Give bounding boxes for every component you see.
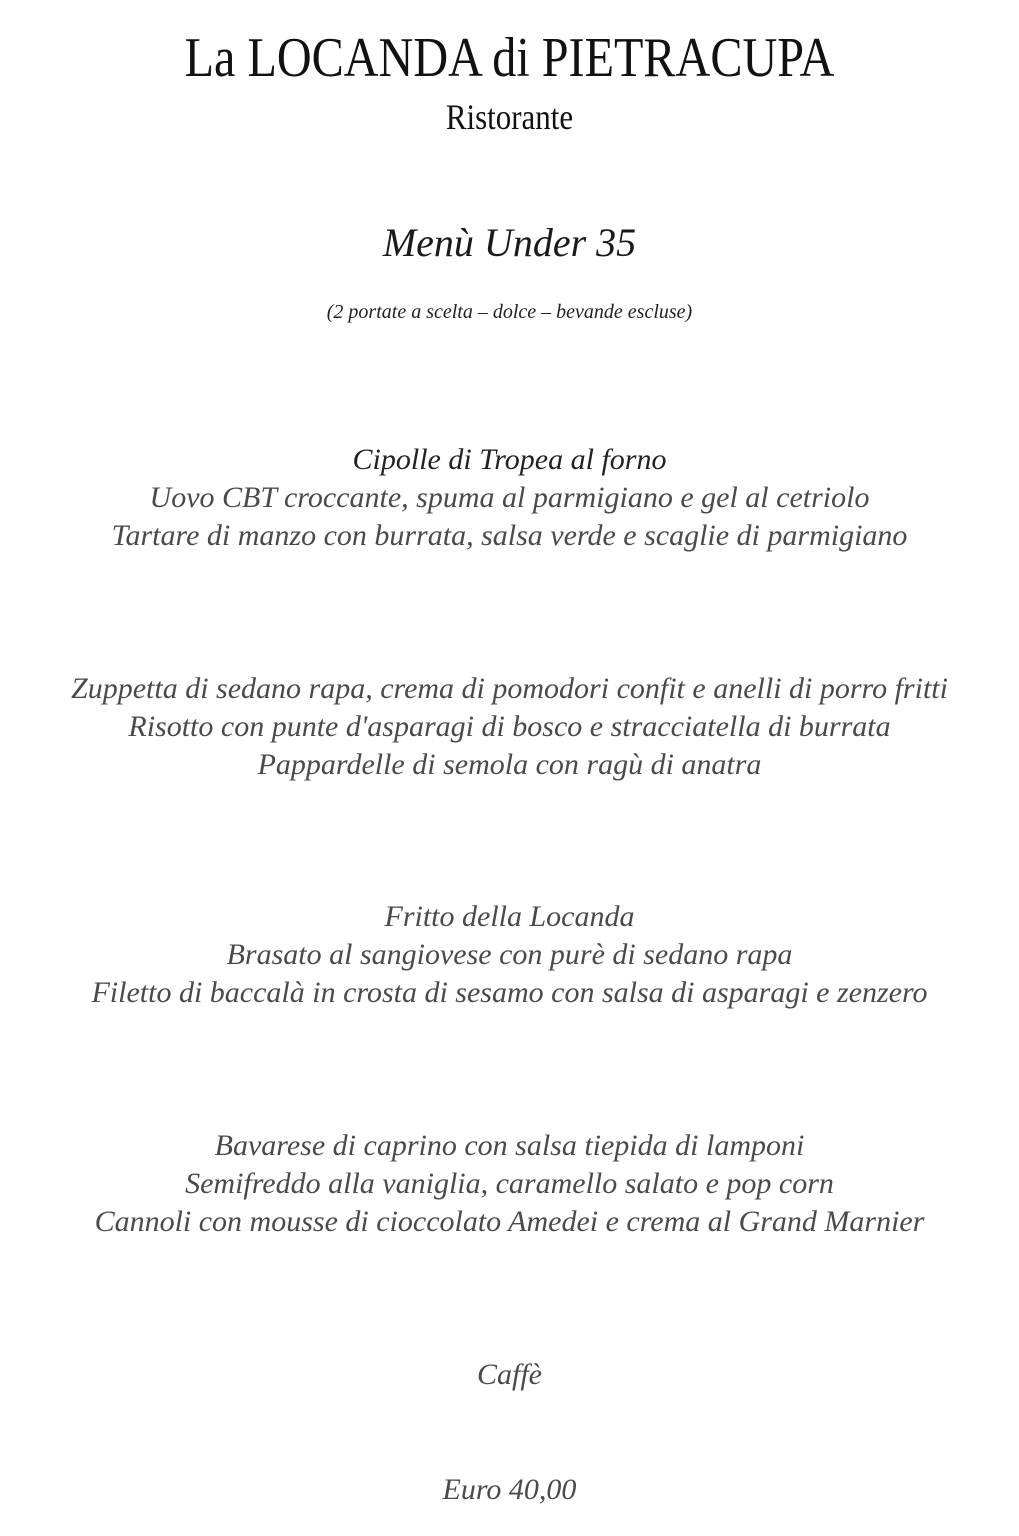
dish: Brasato al sangiovese con purè di sedano rapa: [226, 938, 793, 971]
dish: Pappardelle di semola con ragù di anatra: [257, 748, 762, 781]
dish: Bavarese di caprino con salsa tiepida di lamponi: [214, 1129, 805, 1162]
dish: Fritto della Locanda: [384, 900, 635, 933]
menu-price: Euro 40,00: [442, 1473, 577, 1506]
course-dolci: [0, 1127, 1019, 1241]
dish: Cannoli con mousse di cioccolato Amedei e crema al Grand Marnier: [94, 1205, 925, 1238]
restaurant-name: La LOCANDA di PIETRACUPA: [184, 27, 835, 89]
restaurant-subtitle: Ristorante: [445, 97, 574, 137]
course-antipasti: [0, 441, 1019, 555]
dish: Filetto di baccalà in crosta di sesamo con salsa di asparagi e zenzero: [91, 976, 928, 1009]
dish: Uovo CBT croccante, spuma al parmigiano e gel al cetriolo: [149, 481, 870, 514]
coffee-line: Caffè: [477, 1358, 542, 1391]
menu-note: (2 portate a scelta – dolce – bevande escluse): [326, 301, 693, 323]
dish: Zuppetta di sedano rapa, crema di pomodori confit e anelli di porro fritti: [71, 672, 948, 705]
dish: Cipolle di Tropea al forno: [352, 443, 667, 476]
course-primi: [0, 670, 1019, 784]
course-secondi: [0, 898, 1019, 1012]
dish: Semifreddo alla vaniglia, caramello salato e pop corn: [185, 1167, 834, 1200]
menu-title: Menù Under 35: [382, 220, 637, 265]
dish: Risotto con punte d'asparagi di bosco e stracciatella di burrata: [128, 710, 891, 743]
dish: Tartare di manzo con burrata, salsa verde e scaglie di parmigiano: [111, 519, 908, 552]
